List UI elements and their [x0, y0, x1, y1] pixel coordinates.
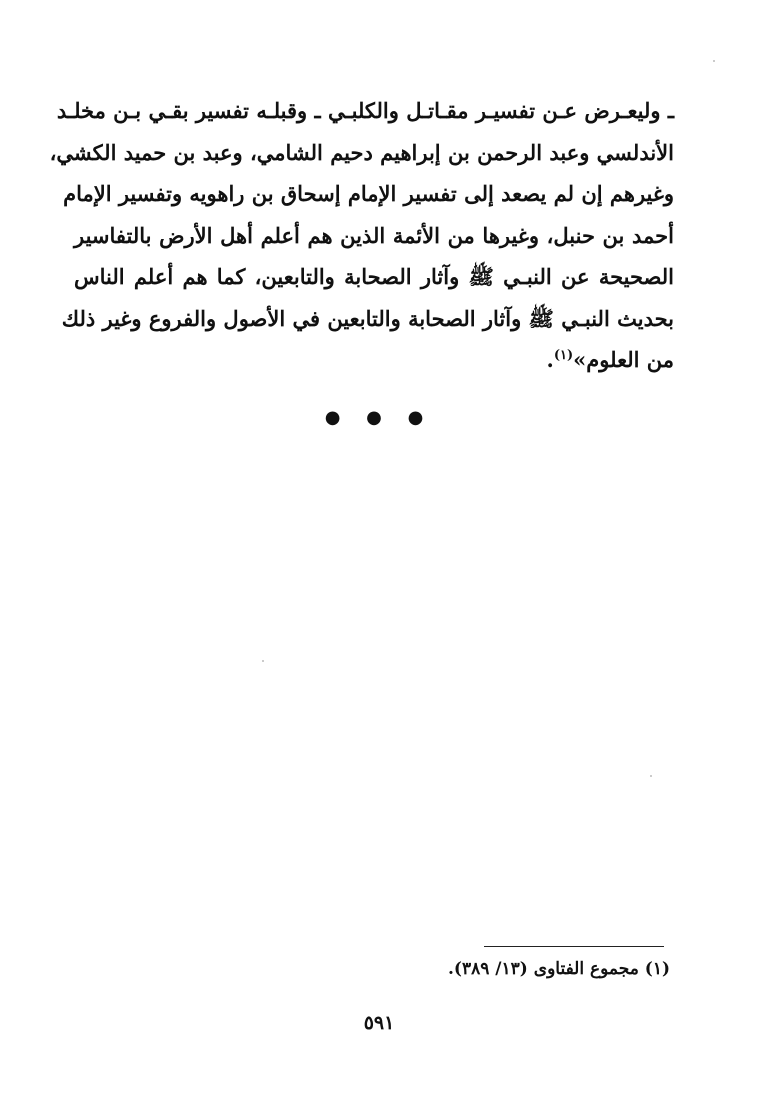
section-separator: ● ● ●: [324, 407, 434, 428]
body-line-6: بحديث النبـي ﷺ وآثار الصحابة والتابعين في الأصول والفروع وغير ذلك: [61, 305, 674, 331]
body-line-7: [74, 339, 674, 381]
body-line-1: ـ وليعـرض عـن تفسيـر مقـاتـل والكلبـي ـ وقبلـه تفسير بقـي بـن مخلـد: [56, 98, 674, 123]
footnote-divider: [484, 946, 664, 947]
footnote-reference: (١): [553, 348, 574, 363]
body-line-7-text: من العلوم»: [573, 347, 674, 372]
body-line-3: وغيرهم إن لم يصعد إلى تفسير الإمام إسحاق بن راهويه وتفسير الإمام: [63, 181, 674, 206]
page-number: ٥٩١: [363, 1012, 395, 1034]
body-line-5: الصحيحة عن النبـي ﷺ وآثار الصحابة والتابعين، كما هم أعلم الناس: [74, 264, 674, 289]
scan-speck: [650, 775, 652, 777]
body-line-2: الأندلسي وعبد الرحمن بن إبراهيم دحيم الشامي، وعبد بن حميد الكشي،: [49, 139, 674, 165]
scan-speck: [262, 660, 264, 662]
body-line-4: أحمد بن حنبل، وغيرها من الأئمة الذين هم أعلم أهل الأرض بالتفاسير: [74, 222, 674, 248]
footnote: (١) مجموع الفتاوى (١٣/ ٣٨٩).: [448, 959, 670, 979]
body-paragraph: [49, 90, 674, 381]
body-line-7-end: .: [546, 347, 554, 372]
scan-speck: [713, 60, 715, 62]
